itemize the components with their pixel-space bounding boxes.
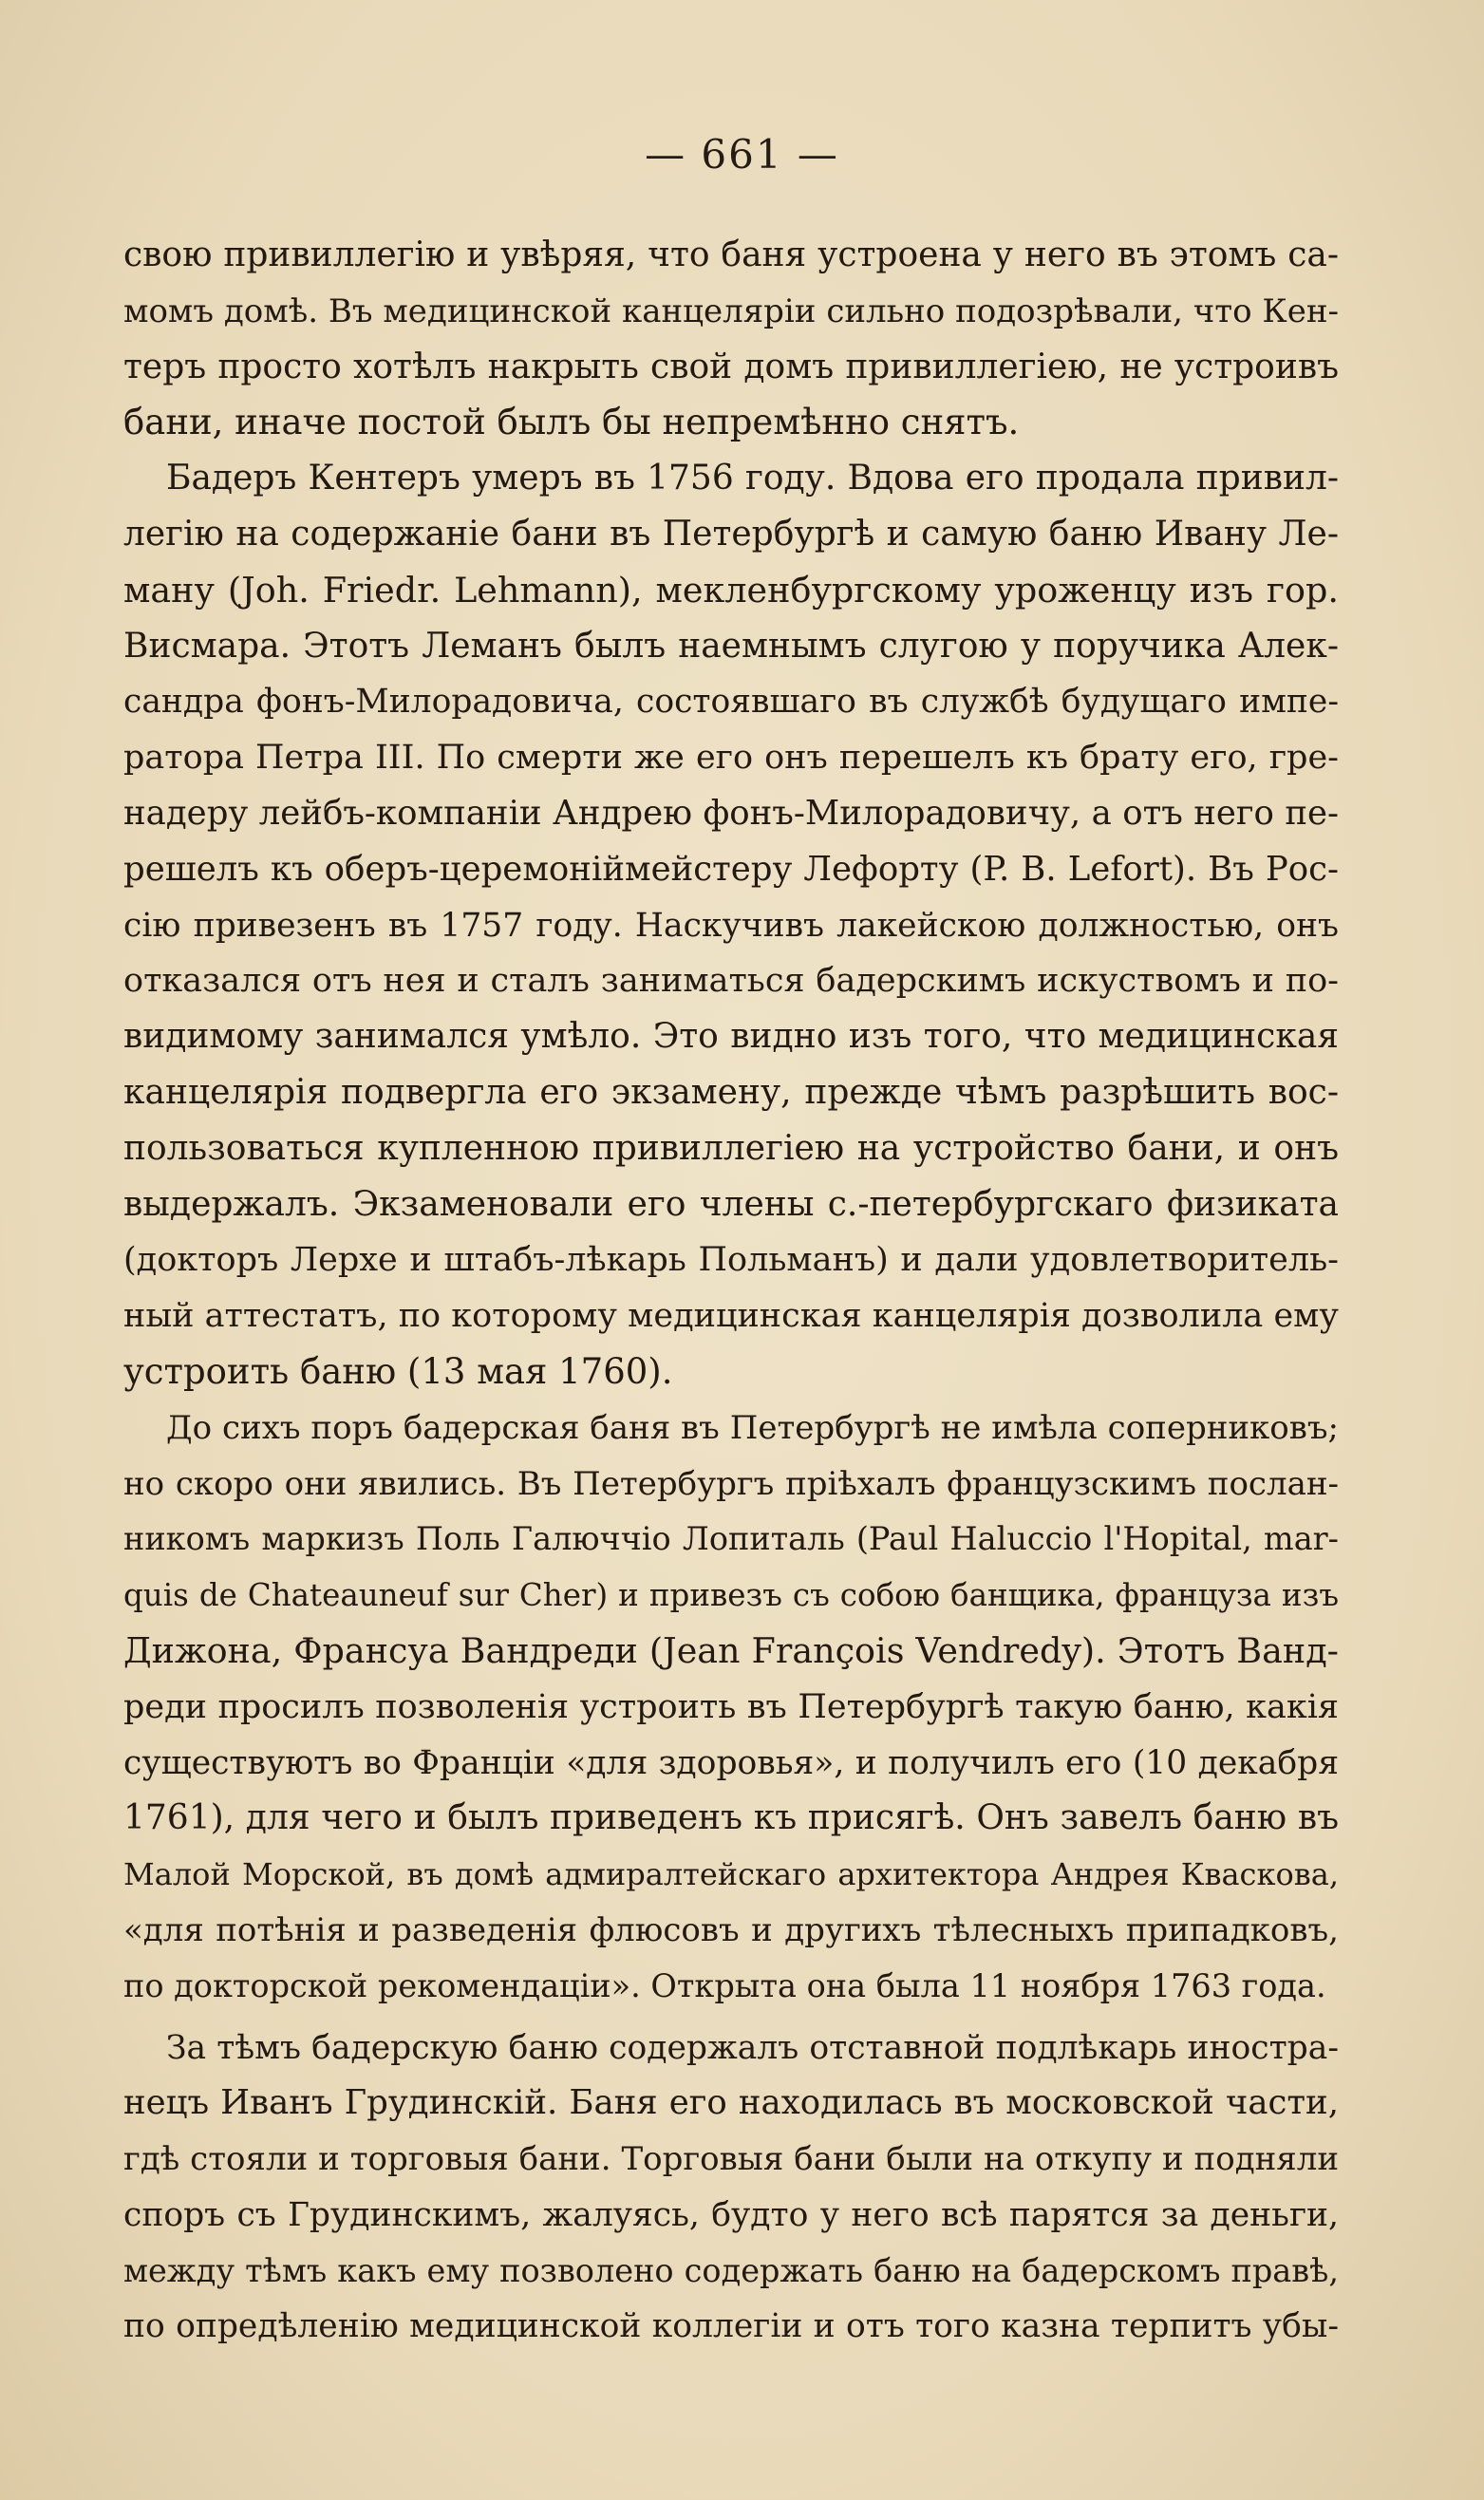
- text-line: отказался отъ нея и сталъ заниматься бадерскимъ искуствомъ и по-: [123, 962, 1339, 1001]
- text-line: устроить баню (13 мая 1760).: [123, 1350, 673, 1392]
- text-line: До сихъ поръ бадерская баня въ Петербургѣ не имѣла соперниковъ;: [166, 1408, 1339, 1447]
- text-line: никомъ маркизъ Поль Галюччіо Лопиталь (Paul Haluccio l'Hopital, mar-: [123, 1520, 1339, 1558]
- text-line: «для потѣнія и разведенія флюсовъ и другихъ тѣлесныхъ припадковъ,: [123, 1910, 1339, 1949]
- text-line: существуютъ во Франціи «для здоровья», и получилъ его (10 декабря: [123, 1743, 1339, 1782]
- text-line: видимому занимался умѣло. Это видно изъ того, что медицинская: [123, 1017, 1339, 1057]
- text-line: момъ домѣ. Въ медицинской канцеляріи сильно подозрѣвали, что Кен-: [123, 291, 1339, 330]
- text-line: споръ съ Грудинскимъ, жалуясь, будто у него всѣ парятся за деньги,: [123, 2195, 1339, 2234]
- text-line: теръ просто хотѣлъ накрыть свой домъ привиллегіею, не устроивъ: [123, 347, 1339, 386]
- text-line: Дижона, Франсуа Вандреди (Jean François Vendredy). Этотъ Ванд-: [123, 1629, 1339, 1671]
- paragraph: [123, 451, 1339, 1400]
- text-line: (докторъ Лерхе и штабъ-лѣкарь Польманъ) и дали удовлетворитель-: [123, 1241, 1339, 1280]
- text-line: ратора Петра III. По смерти же его онъ перешелъ къ брату его, гре-: [123, 739, 1339, 778]
- text-line: ный аттестатъ, по которому медицинская канцелярія дозволила ему: [123, 1297, 1339, 1336]
- paragraph: [123, 1400, 1339, 2015]
- text-line: гдѣ стояли и торговыя бани. Торговыя бани были на откупу и подняли: [123, 2140, 1339, 2179]
- paragraph: [123, 228, 1339, 451]
- text-line: quis de Chateauneuf sur Cher) и привезъ съ собою банщика, француза изъ: [123, 1577, 1339, 1614]
- text-line: сандра фонъ-Милорадовича, состоявшаго въ службѣ будущаго импе-: [123, 683, 1339, 722]
- text-line: ману (Joh. Friedr. Lehmann), мекленбургскому уроженцу изъ гор.: [123, 569, 1339, 611]
- text-line: пользоваться купленною привиллегіею на устройство бани, и онъ: [123, 1128, 1339, 1168]
- text-line: решелъ къ оберъ-церемоніймейстеру Лефорту (P. B. Lefort). Въ Рос-: [123, 849, 1339, 889]
- text-line: 1761), для чего и былъ приведенъ къ присягѣ. Онъ завелъ баню въ: [123, 1798, 1339, 1838]
- text-line: канцелярія подвергла его экзамену, прежде чѣмъ разрѣшить вос-: [123, 1072, 1339, 1112]
- text-line: За тѣмъ бадерскую баню содержалъ отставной подлѣкарь иностра-: [166, 2028, 1339, 2067]
- text-line: сію привезенъ въ 1757 году. Наскучивъ лакейскою должностью, онъ: [123, 906, 1339, 945]
- text-line: бани, иначе постой былъ бы непремѣнно снятъ.: [123, 402, 1020, 443]
- text-line: Висмара. Этотъ Леманъ былъ наемнымъ слугою у поручика Алек-: [123, 626, 1339, 666]
- text-line: легію на содержаніе бани въ Петербургѣ и самую баню Ивану Ле-: [123, 514, 1339, 554]
- text-line: Бадеръ Кентеръ умеръ въ 1756 году. Вдова его продала привил-: [166, 459, 1339, 498]
- text-line: по докторской рекомендаціи». Открыта она была 11 ноября 1763 года.: [123, 1966, 1326, 2004]
- text-line: нецъ Иванъ Грудинскій. Баня его находилась въ московской части,: [123, 2083, 1339, 2123]
- text-line: свою привиллегію и увѣряя, что баня устроена у него въ этомъ са-: [123, 235, 1339, 274]
- text-line: выдержалъ. Экзаменовали его члены с.-петербургскаго физиката: [123, 1184, 1339, 1224]
- text-line: между тѣмъ какъ ему позволено содержать баню на бадерскомъ правѣ,: [123, 2251, 1339, 2289]
- paragraph: [123, 2021, 1339, 2356]
- page-number: — 661 —: [645, 131, 839, 178]
- text-line: по опредѣленію медицинской коллегіи и отъ того казна терпитъ убы-: [123, 2307, 1339, 2346]
- text-line: но скоро они явились. Въ Петербургъ пріѣхалъ французскимъ послан-: [123, 1464, 1339, 1503]
- body-text: [123, 228, 1339, 2355]
- text-line: реди просилъ позволенія устроить въ Петербургѣ такую баню, какія: [123, 1687, 1339, 1726]
- text-line: Малой Морской, въ домѣ адмиралтейскаго архитектора Андрея Кваскова,: [123, 1856, 1339, 1893]
- text-line: надеру лейбъ-компаніи Андрею фонъ-Милорадовичу, а отъ него пе-: [123, 793, 1339, 833]
